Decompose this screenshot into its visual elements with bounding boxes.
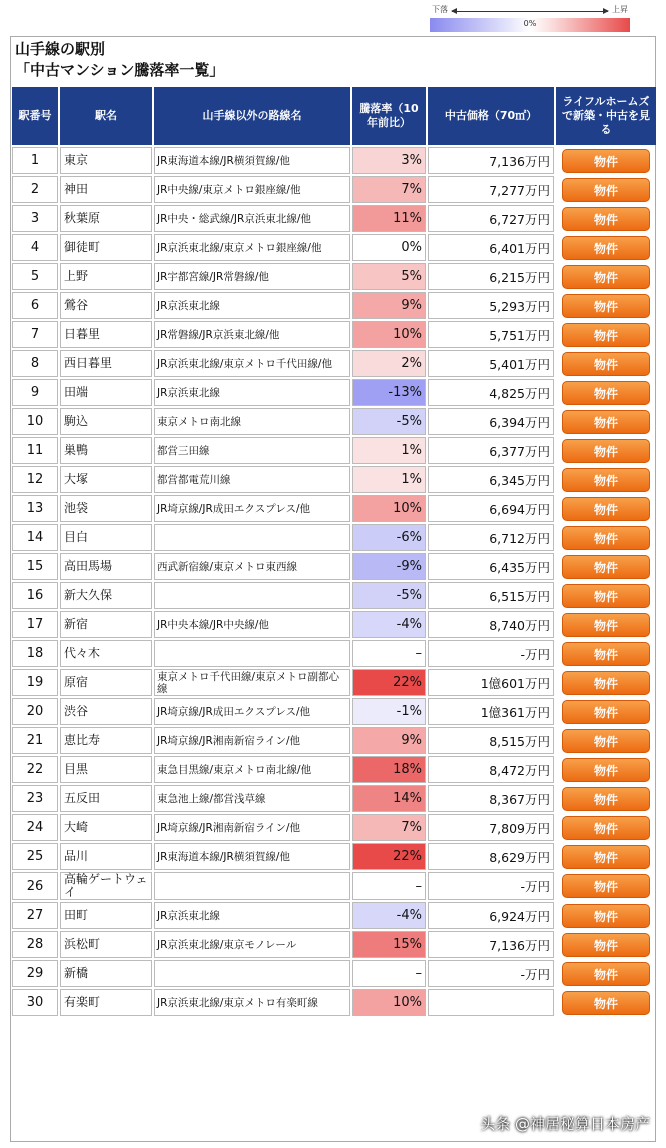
other-lines: JR埼京線/JR成田エクスプレス/他 — [154, 495, 350, 522]
header-other-lines: 山手線以外の路線名 — [154, 87, 350, 145]
listing-cell — [556, 989, 656, 1016]
station-no: 17 — [12, 611, 58, 638]
other-lines — [154, 960, 350, 987]
station-name: 巣鴨 — [60, 437, 152, 464]
other-lines: 東急池上線/都営浅草線 — [154, 785, 350, 812]
station-no: 7 — [12, 321, 58, 348]
station-name: 代々木 — [60, 640, 152, 667]
station-no: 5 — [12, 263, 58, 290]
other-lines: JR埼京線/JR成田エクスプレス/他 — [154, 698, 350, 725]
listing-button[interactable]: 物件 — [562, 178, 650, 202]
price-cell: 6,377万円 — [428, 437, 554, 464]
listing-button[interactable]: 物件 — [562, 933, 650, 957]
price-cell: 7,277万円 — [428, 176, 554, 203]
listing-button[interactable]: 物件 — [562, 613, 650, 637]
station-name: 池袋 — [60, 495, 152, 522]
table-row — [12, 902, 656, 929]
listing-cell — [556, 669, 656, 696]
rate-color-legend — [430, 4, 630, 32]
legend-zero-label: 0% — [523, 19, 537, 28]
table-row — [12, 727, 656, 754]
rate-cell: -6% — [352, 524, 426, 551]
table-row — [12, 176, 656, 203]
listing-button[interactable]: 物件 — [562, 845, 650, 869]
rate-cell: 1% — [352, 437, 426, 464]
table-row — [12, 872, 656, 900]
listing-button[interactable]: 物件 — [562, 729, 650, 753]
other-lines: JR東海道本線/JR横須賀線/他 — [154, 843, 350, 870]
other-lines — [154, 582, 350, 609]
station-name: 日暮里 — [60, 321, 152, 348]
station-name: 高輪ゲートウェイ — [60, 872, 152, 900]
station-no: 18 — [12, 640, 58, 667]
other-lines: JR京浜東北線/東京モノレール — [154, 931, 350, 958]
listing-cell — [556, 582, 656, 609]
station-name: 新大久保 — [60, 582, 152, 609]
rate-cell: 18% — [352, 756, 426, 783]
station-no: 3 — [12, 205, 58, 232]
other-lines: JR東海道本線/JR横須賀線/他 — [154, 147, 350, 174]
price-cell: 6,401万円 — [428, 234, 554, 261]
price-cell: 6,515万円 — [428, 582, 554, 609]
listing-cell — [556, 872, 656, 900]
station-name: 五反田 — [60, 785, 152, 812]
station-name: 駒込 — [60, 408, 152, 435]
other-lines — [154, 640, 350, 667]
station-no: 9 — [12, 379, 58, 406]
header-station-name: 駅名 — [60, 87, 152, 145]
other-lines: JR埼京線/JR湘南新宿ライン/他 — [154, 814, 350, 841]
listing-button[interactable]: 物件 — [562, 962, 650, 986]
table-row — [12, 989, 656, 1016]
rate-cell: – — [352, 960, 426, 987]
price-cell: 1億361万円 — [428, 698, 554, 725]
price-cell: 8,472万円 — [428, 756, 554, 783]
listing-cell — [556, 292, 656, 319]
other-lines: JR常磐線/JR京浜東北線/他 — [154, 321, 350, 348]
station-name: 有楽町 — [60, 989, 152, 1016]
other-lines: JR宇都宮線/JR常磐線/他 — [154, 263, 350, 290]
station-no: 30 — [12, 989, 58, 1016]
listing-cell — [556, 466, 656, 493]
station-no: 29 — [12, 960, 58, 987]
table-row — [12, 611, 656, 638]
other-lines: JR京浜東北線 — [154, 902, 350, 929]
listing-button[interactable]: 物件 — [562, 787, 650, 811]
other-lines: JR中央線/東京メトロ銀座線/他 — [154, 176, 350, 203]
listing-cell — [556, 814, 656, 841]
station-no: 27 — [12, 902, 58, 929]
rate-cell: 9% — [352, 727, 426, 754]
price-cell: 7,136万円 — [428, 931, 554, 958]
rate-cell: 10% — [352, 495, 426, 522]
listing-button[interactable]: 物件 — [562, 323, 650, 347]
station-no: 26 — [12, 872, 58, 900]
station-name: 大塚 — [60, 466, 152, 493]
other-lines: JR京浜東北線/東京メトロ銀座線/他 — [154, 234, 350, 261]
table-row — [12, 466, 656, 493]
page-title-line2: 「中古マンション騰落率一覧」 — [15, 61, 225, 79]
rate-cell: -13% — [352, 379, 426, 406]
rate-cell: 7% — [352, 176, 426, 203]
table-row — [12, 785, 656, 812]
station-no: 8 — [12, 350, 58, 377]
station-name: 恵比寿 — [60, 727, 152, 754]
listing-cell — [556, 611, 656, 638]
legend-up-label: 上昇 — [612, 5, 628, 14]
station-name: 渋谷 — [60, 698, 152, 725]
listing-button[interactable]: 物件 — [562, 236, 650, 260]
station-name: 西日暮里 — [60, 350, 152, 377]
ranking-panel — [10, 36, 656, 1142]
station-no: 21 — [12, 727, 58, 754]
other-lines: 都営三田線 — [154, 437, 350, 464]
table-row — [12, 669, 656, 696]
station-no: 4 — [12, 234, 58, 261]
table-row — [12, 756, 656, 783]
station-no: 12 — [12, 466, 58, 493]
station-name: 新宿 — [60, 611, 152, 638]
listing-button[interactable]: 物件 — [562, 700, 650, 724]
listing-cell — [556, 727, 656, 754]
station-no: 1 — [12, 147, 58, 174]
station-name: 田町 — [60, 902, 152, 929]
station-no: 10 — [12, 408, 58, 435]
listing-button[interactable]: 物件 — [562, 991, 650, 1015]
price-cell: 6,924万円 — [428, 902, 554, 929]
price-cell: 6,712万円 — [428, 524, 554, 551]
listing-cell — [556, 147, 656, 174]
page-title-line1: 山手線の駅別 — [15, 40, 106, 58]
listing-button[interactable]: 物件 — [562, 642, 650, 666]
rate-cell: 10% — [352, 321, 426, 348]
other-lines — [154, 524, 350, 551]
other-lines: 東京メトロ南北線 — [154, 408, 350, 435]
listing-button[interactable]: 物件 — [562, 294, 650, 318]
watermark: 头条 @神居秘算日本房产 — [480, 1115, 650, 1133]
rate-cell: 22% — [352, 843, 426, 870]
station-no: 2 — [12, 176, 58, 203]
table-row — [12, 843, 656, 870]
price-cell: 8,740万円 — [428, 611, 554, 638]
station-no: 25 — [12, 843, 58, 870]
listing-button[interactable]: 物件 — [562, 439, 650, 463]
rate-cell: 11% — [352, 205, 426, 232]
station-name: 目黒 — [60, 756, 152, 783]
station-no: 20 — [12, 698, 58, 725]
listing-cell — [556, 350, 656, 377]
header-station-no: 駅番号 — [12, 87, 58, 145]
price-cell: -万円 — [428, 640, 554, 667]
price-cell: 8,367万円 — [428, 785, 554, 812]
listing-button[interactable]: 物件 — [562, 207, 650, 231]
price-cell: 5,401万円 — [428, 350, 554, 377]
station-name: 田端 — [60, 379, 152, 406]
station-name: 神田 — [60, 176, 152, 203]
table-row — [12, 698, 656, 725]
price-cell — [428, 989, 554, 1016]
rate-cell: 0% — [352, 234, 426, 261]
price-cell: 6,215万円 — [428, 263, 554, 290]
price-cell: 4,825万円 — [428, 379, 554, 406]
table-row — [12, 147, 656, 174]
rate-cell: -9% — [352, 553, 426, 580]
other-lines: JR京浜東北線/東京メトロ有楽町線 — [154, 989, 350, 1016]
listing-cell — [556, 553, 656, 580]
listing-cell — [556, 902, 656, 929]
listing-button[interactable]: 物件 — [562, 497, 650, 521]
station-name: 原宿 — [60, 669, 152, 696]
station-name: 品川 — [60, 843, 152, 870]
station-no: 14 — [12, 524, 58, 551]
table-row — [12, 379, 656, 406]
other-lines: 東急目黒線/東京メトロ南北線/他 — [154, 756, 350, 783]
price-cell: 6,694万円 — [428, 495, 554, 522]
listing-button[interactable]: 物件 — [562, 352, 650, 376]
listing-button[interactable]: 物件 — [562, 904, 650, 928]
station-no: 22 — [12, 756, 58, 783]
table-row — [12, 292, 656, 319]
listing-button[interactable]: 物件 — [562, 526, 650, 550]
price-cell: 8,515万円 — [428, 727, 554, 754]
station-no: 28 — [12, 931, 58, 958]
station-no: 23 — [12, 785, 58, 812]
station-name: 浜松町 — [60, 931, 152, 958]
price-cell: 8,629万円 — [428, 843, 554, 870]
table-row — [12, 205, 656, 232]
table-row — [12, 408, 656, 435]
rate-cell: -4% — [352, 611, 426, 638]
station-name: 東京 — [60, 147, 152, 174]
table-row — [12, 437, 656, 464]
header-rate: 騰落率（10年前比） — [352, 87, 426, 145]
listing-cell — [556, 756, 656, 783]
table-row — [12, 931, 656, 958]
listing-cell — [556, 205, 656, 232]
price-cell: -万円 — [428, 872, 554, 900]
listing-cell — [556, 379, 656, 406]
listing-cell — [556, 408, 656, 435]
listing-button[interactable]: 物件 — [562, 410, 650, 434]
legend-down-label: 下落 — [432, 5, 448, 14]
price-cell: 1億601万円 — [428, 669, 554, 696]
legend-double-arrow-icon — [452, 11, 608, 12]
listing-cell — [556, 495, 656, 522]
table-row — [12, 263, 656, 290]
other-lines: JR京浜東北線 — [154, 379, 350, 406]
listing-cell — [556, 698, 656, 725]
station-no: 19 — [12, 669, 58, 696]
other-lines: JR中央・総武線/JR京浜東北線/他 — [154, 205, 350, 232]
table-row — [12, 524, 656, 551]
table-row — [12, 582, 656, 609]
station-name: 上野 — [60, 263, 152, 290]
listing-cell — [556, 640, 656, 667]
station-name: 御徒町 — [60, 234, 152, 261]
header-price: 中古価格（70㎡） — [428, 87, 554, 145]
table-row — [12, 960, 656, 987]
table-row — [12, 350, 656, 377]
table-row — [12, 495, 656, 522]
price-cell: 6,345万円 — [428, 466, 554, 493]
price-cell: 5,293万円 — [428, 292, 554, 319]
station-name: 目白 — [60, 524, 152, 551]
station-name: 鶯谷 — [60, 292, 152, 319]
price-cell: 7,809万円 — [428, 814, 554, 841]
station-name: 大崎 — [60, 814, 152, 841]
rate-cell: 3% — [352, 147, 426, 174]
rate-cell: 1% — [352, 466, 426, 493]
listing-button[interactable]: 物件 — [562, 874, 650, 898]
header-link: ライフルホームズで新築・中古を見る — [556, 87, 656, 145]
station-no: 13 — [12, 495, 58, 522]
station-no: 6 — [12, 292, 58, 319]
station-name: 秋葉原 — [60, 205, 152, 232]
listing-button[interactable]: 物件 — [562, 265, 650, 289]
page-title — [11, 37, 655, 85]
rate-cell: 5% — [352, 263, 426, 290]
table-row — [12, 234, 656, 261]
rate-cell: -1% — [352, 698, 426, 725]
listing-cell — [556, 263, 656, 290]
listing-cell — [556, 960, 656, 987]
listing-cell — [556, 176, 656, 203]
listing-cell — [556, 931, 656, 958]
listing-cell — [556, 785, 656, 812]
price-cell: 6,727万円 — [428, 205, 554, 232]
station-no: 11 — [12, 437, 58, 464]
rate-cell: 15% — [352, 931, 426, 958]
price-cell: 6,394万円 — [428, 408, 554, 435]
table-row — [12, 640, 656, 667]
price-cell: -万円 — [428, 960, 554, 987]
other-lines: JR中央本線/JR中央線/他 — [154, 611, 350, 638]
rate-cell: 14% — [352, 785, 426, 812]
station-no: 15 — [12, 553, 58, 580]
other-lines: JR京浜東北線/東京メトロ千代田線/他 — [154, 350, 350, 377]
rate-cell: 22% — [352, 669, 426, 696]
listing-button[interactable]: 物件 — [562, 584, 650, 608]
rate-cell: -5% — [352, 582, 426, 609]
listing-button[interactable]: 物件 — [562, 671, 650, 695]
rate-cell: – — [352, 640, 426, 667]
price-cell: 5,751万円 — [428, 321, 554, 348]
rate-cell: – — [352, 872, 426, 900]
table-header-row — [12, 87, 656, 145]
station-name: 新橋 — [60, 960, 152, 987]
price-cell: 6,435万円 — [428, 553, 554, 580]
rate-cell: -5% — [352, 408, 426, 435]
other-lines — [154, 872, 350, 900]
listing-button[interactable]: 物件 — [562, 468, 650, 492]
rate-cell: 2% — [352, 350, 426, 377]
table-row — [12, 553, 656, 580]
listing-button[interactable]: 物件 — [562, 816, 650, 840]
table-row — [12, 814, 656, 841]
listing-cell — [556, 234, 656, 261]
other-lines: JR埼京線/JR湘南新宿ライン/他 — [154, 727, 350, 754]
listing-cell — [556, 843, 656, 870]
listing-cell — [556, 437, 656, 464]
listing-button[interactable]: 物件 — [562, 555, 650, 579]
rate-cell: 7% — [352, 814, 426, 841]
rate-cell: 9% — [352, 292, 426, 319]
listing-button[interactable]: 物件 — [562, 381, 650, 405]
other-lines: 西武新宿線/東京メトロ東西線 — [154, 553, 350, 580]
listing-cell — [556, 524, 656, 551]
station-no: 16 — [12, 582, 58, 609]
listing-cell — [556, 321, 656, 348]
station-name: 高田馬場 — [60, 553, 152, 580]
table-row — [12, 321, 656, 348]
other-lines: JR京浜東北線 — [154, 292, 350, 319]
other-lines: 東京メトロ千代田線/東京メトロ副都心線 — [154, 669, 350, 696]
rate-cell: -4% — [352, 902, 426, 929]
listing-button[interactable]: 物件 — [562, 758, 650, 782]
other-lines: 都営都電荒川線 — [154, 466, 350, 493]
station-no: 24 — [12, 814, 58, 841]
station-table — [10, 85, 658, 1018]
price-cell: 7,136万円 — [428, 147, 554, 174]
listing-button[interactable]: 物件 — [562, 149, 650, 173]
rate-cell: 10% — [352, 989, 426, 1016]
